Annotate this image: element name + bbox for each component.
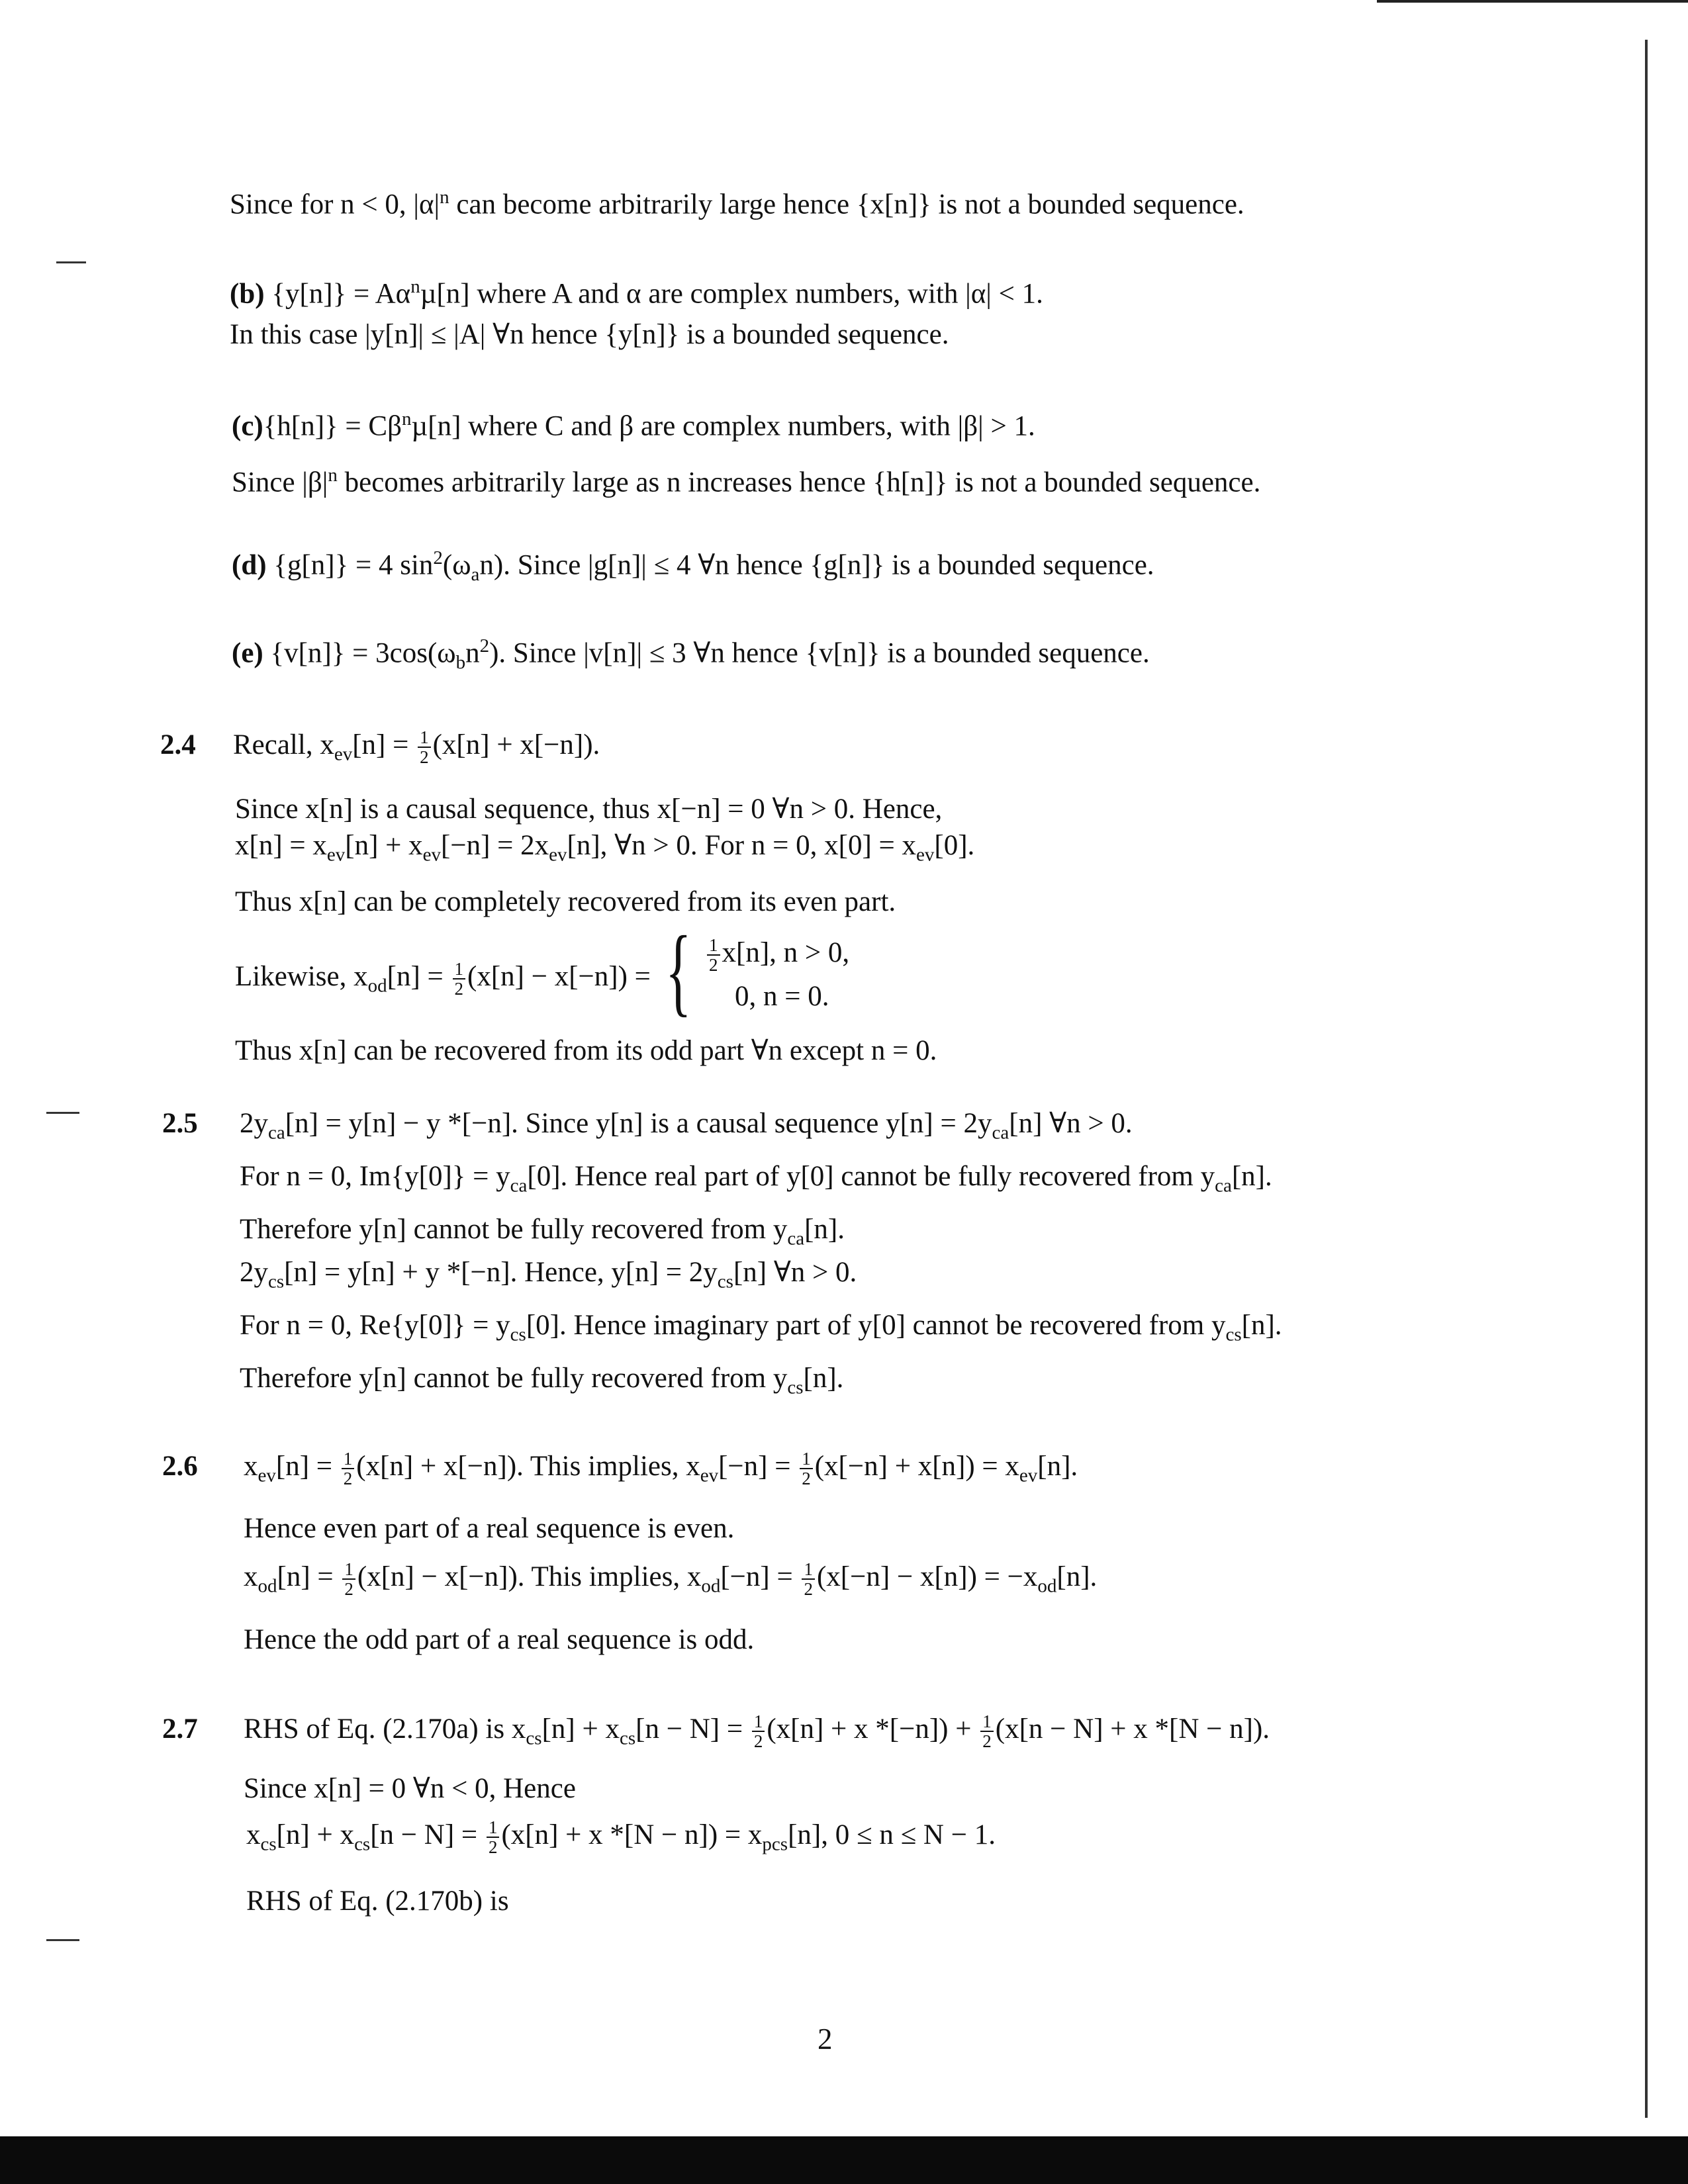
fraction-half: $\frac{1}{2}$ [802,1560,815,1598]
part-b-line1: (b) $\{y[n]\} = A\alpha^n\mu[n]$ where A and α are complex numbers, with |α| < 1. [230,276,1043,310]
case-1: $\frac{1}{2}$ x[n], n > 0, [705,934,849,974]
page-number: 2 [818,2023,833,2056]
p25-line2: For n = 0, $Im\{y[0]\} = y_{ca}[0]$. Hence real part of y[0] cannot be fully recovered from $y_{ca}[n]$. [240,1161,1272,1197]
fraction-half: $\frac{1}{2}$ [707,936,720,974]
p25-line1: $2y_{ca}[n] = y[n] - y$ *[−n]. Since y[n] is a causal sequence $y[n] = 2y_{ca}[n]$ ∀n > 0. [240,1108,1133,1144]
part-e-line: (e) $\{v[n]\} = 3\cos(\omega_bn^2)$. Since |v[n]| ≤ 3 ∀n hence {v[n]} is a bounded sequence. [232,635,1150,673]
p27-line3: $x_{cs}[n] + x_{cs}[n - N]$ = $\frac{1}{2}$ (x[n] + x $*[N - n]) = x_{pcs}[n]$, 0 ≤ n ≤ N − 1. [246,1817,996,1858]
p24-line2: Since x[n] is a causal sequence, thus x[−n] = 0 ∀n > 0. Hence, [235,794,943,825]
problem-number-2-6: 2.6 [162,1451,198,1482]
scan-mark [46,1112,79,1114]
problem-number-2-5: 2.5 [162,1108,198,1139]
scan-mark [56,261,86,263]
part-d-line: (d) {g[n]} = 4 $\sin^2(\omega_an)$. Since |g[n]| ≤ 4 ∀n hence {g[n]} is a bounded sequence. [232,547,1154,585]
intro-line: Since for n < 0, $|\alpha|^n$ can become arbitrarily large hence {x[n]} is not a bounded sequence. [230,187,1244,220]
p26-line1: $x_{ev}[n]$ = $\frac{1}{2}$ (x[n] + x[−n]). This implies, $x_{ev}[-n]$ = $\frac{1}{2}$ $(x[-n] + x[n]) = x_{ev}[n]$. [244,1449,1078,1489]
bottom-scan-bar [0,2136,1688,2184]
p24-line1: Recall, $x_{ev}[n]$ = $\frac{1}{2}$ (x[n] + x[−n]). [233,727,600,768]
p24-line3: $x[n] = x_{ev}[n] + x_{ev}[-n] = 2x_{ev}[n]$, ∀n > 0. For n = 0, $x[0] = x_{ev}[0]$. [235,830,975,866]
part-c-line1: $(c)\{h[n]\} = C\beta^n\mu[n]$ where C and β are complex numbers, with |β| > 1. [232,408,1035,442]
p24-line4: Thus x[n] can be completely recovered from its even part. [235,886,896,917]
scan-mark [46,1939,79,1941]
p24-line6: Thus x[n] can be recovered from its odd part ∀n except n = 0. [235,1035,937,1066]
p26-line3: $x_{od}[n]$ = $\frac{1}{2}$ (x[n] − x[−n]). This implies, $x_{od}[-n]$ = $\frac{1}{2}$ $(x[-n] - x[n]) = -x_{od}[n]$. [244,1559,1098,1600]
p25-line4: $2y_{cs}[n] = y[n] + y$ *[−n]. Hence, $y[n] = 2y_{cs}[n]$ ∀n > 0. [240,1257,857,1293]
problem-number-2-7: 2.7 [162,1713,198,1745]
fraction-half: $\frac{1}{2}$ [800,1449,813,1488]
fraction-half: $\frac{1}{2}$ [342,1449,355,1488]
p26-line4: Hence the odd part of a real sequence is odd. [244,1624,755,1655]
right-scan-edge [1645,40,1648,2118]
p27-line4: RHS of Eq. (2.170b) is [246,1886,509,1917]
fraction-half: $\frac{1}{2}$ [418,728,431,766]
p26-line2: Hence even part of a real sequence is even. [244,1513,735,1544]
fraction-half: $\frac{1}{2}$ [980,1712,994,1751]
problem-number-2-4: 2.4 [160,729,196,760]
top-scan-rule [1377,0,1688,3]
case-brace: { [665,916,692,1026]
p25-line3: Therefore y[n] cannot be fully recovered from $y_{ca}[n]$. [240,1214,845,1250]
fraction-half: $\frac{1}{2}$ [342,1560,355,1598]
p24-line5: Likewise, $x_{od}[n]$ = $\frac{1}{2}$ (x[n] − x[−n]) = [235,959,651,999]
case-2: 0, n = 0. [735,981,829,1012]
p25-line6: Therefore y[n] cannot be fully recovered from $y_{cs}[n]$. [240,1363,844,1398]
part-c-line2: Since $|\beta|^n$ becomes arbitrarily large as n increases hence {h[n]} is not a bounded sequence. [232,465,1261,498]
fraction-half: $\frac{1}{2}$ [453,960,466,998]
fraction-half: $\frac{1}{2}$ [487,1818,500,1856]
p27-line1: RHS of Eq. (2.170a) is $x_{cs}[n] + x_{cs}[n - N]$ = $\frac{1}{2}$ (x[n] + x *[−n]) + $\frac{1}{2}$ (x[n − N] + x *[N − n]). [244,1711,1270,1752]
p27-line2: Since x[n] = 0 ∀n < 0, Hence [244,1773,576,1804]
fraction-half: $\frac{1}{2}$ [752,1712,765,1751]
p25-line5: For n = 0, $Re\{y[0]\} = y_{cs}[0]$. Hence imaginary part of y[0] cannot be recovered from $y_{cs}[n]$. [240,1310,1282,1345]
part-b-line2: In this case |y[n]| ≤ |A| ∀n hence {y[n]} is a bounded sequence. [230,319,949,350]
